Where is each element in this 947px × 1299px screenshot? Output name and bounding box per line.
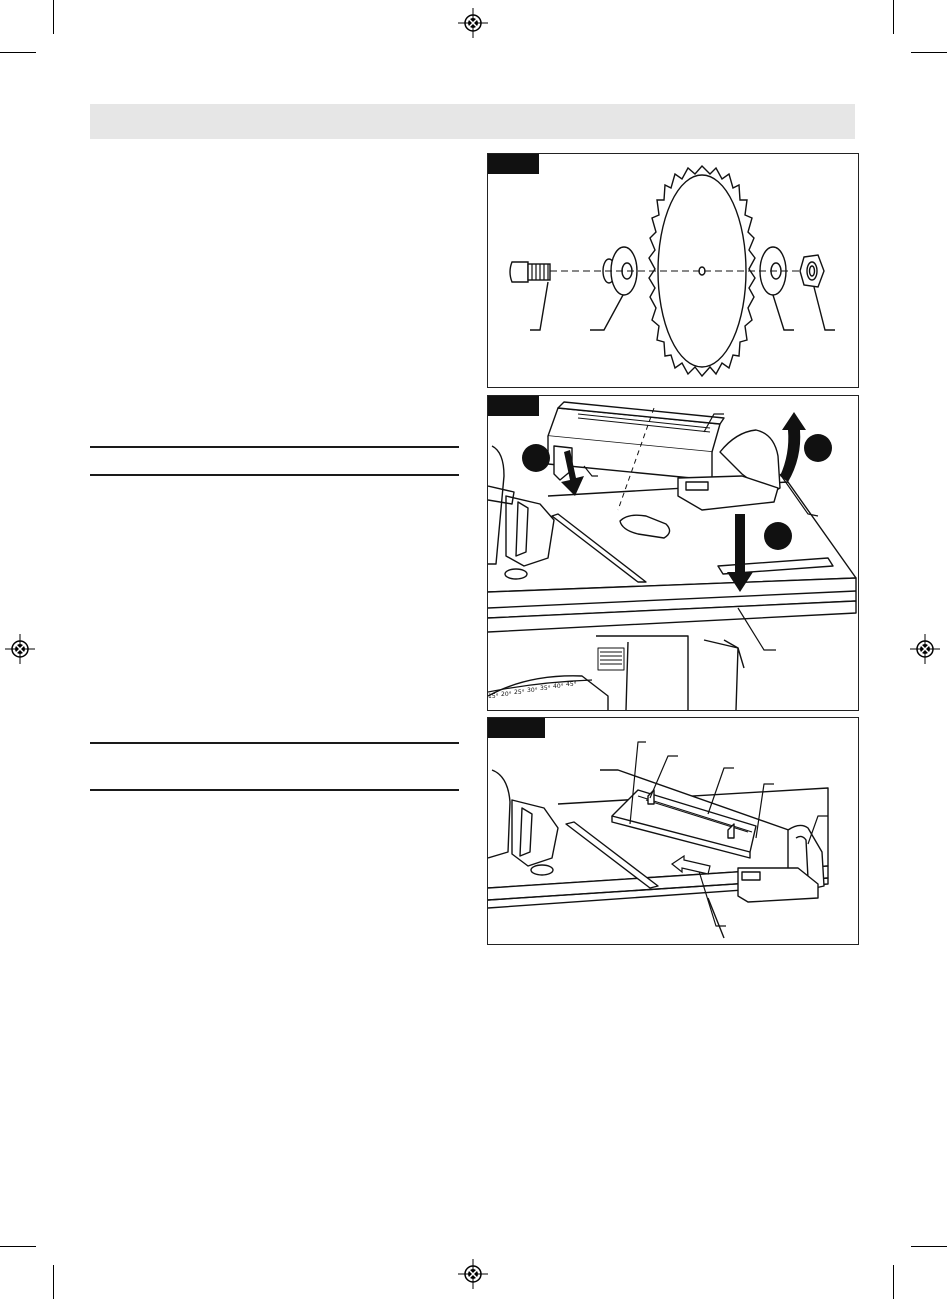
protractor-mark: 45° [566,681,577,688]
miter-gauge [488,770,510,858]
crop-mark-bottom-left-h [0,1246,36,1247]
subsection-rule-4 [90,789,459,791]
blade-assembly-illustration [488,154,858,387]
section-header-band [90,104,855,139]
subsection-rule-3 [90,742,459,744]
fence-extension-illustration [488,718,858,944]
protractor-mark: 30° [527,687,538,694]
saw-body [596,636,688,710]
crop-mark-bottom-left-v [53,1265,54,1299]
protractor-mark: 15° [488,693,499,700]
subsection-rule-1 [90,446,459,448]
crop-mark-bottom-right-h [911,1246,947,1247]
protractor-mark: 35° [540,685,551,692]
registration-mark-left [5,634,35,664]
figure-fence-extension [487,717,859,945]
leader-inner-washer [590,295,623,330]
figure-fence-mounting [487,395,859,711]
arbor-nut [800,255,824,287]
protractor-labels [488,681,577,700]
fence-mounting-illustration [488,396,858,710]
crop-mark-top-left-v [53,0,54,34]
protractor-mark: 20° [501,691,512,698]
step-callout-2 [804,434,832,462]
registration-mark-bottom [458,1259,488,1289]
subsection-rule-2 [90,474,459,476]
step-callout-3 [764,522,792,550]
registration-mark-right [910,634,940,664]
arbor-thread [528,264,550,280]
crop-mark-top-left-h [0,52,36,53]
leader-shaft [530,282,548,330]
miter-gauge [488,446,504,564]
protractor-mark: 40° [553,683,564,690]
figure-blade-assembly [487,153,859,388]
leader-nut [814,287,835,330]
registration-mark-top [458,8,488,38]
leader-outer-washer [773,295,794,330]
crop-mark-top-right-h [911,52,947,53]
step-callout-1 [522,444,550,472]
arbor-shaft [510,262,528,282]
protractor-mark: 25° [514,689,525,696]
curved-arrow-up [780,412,806,482]
crop-mark-bottom-right-v [893,1265,894,1299]
crop-mark-top-right-v [893,0,894,34]
